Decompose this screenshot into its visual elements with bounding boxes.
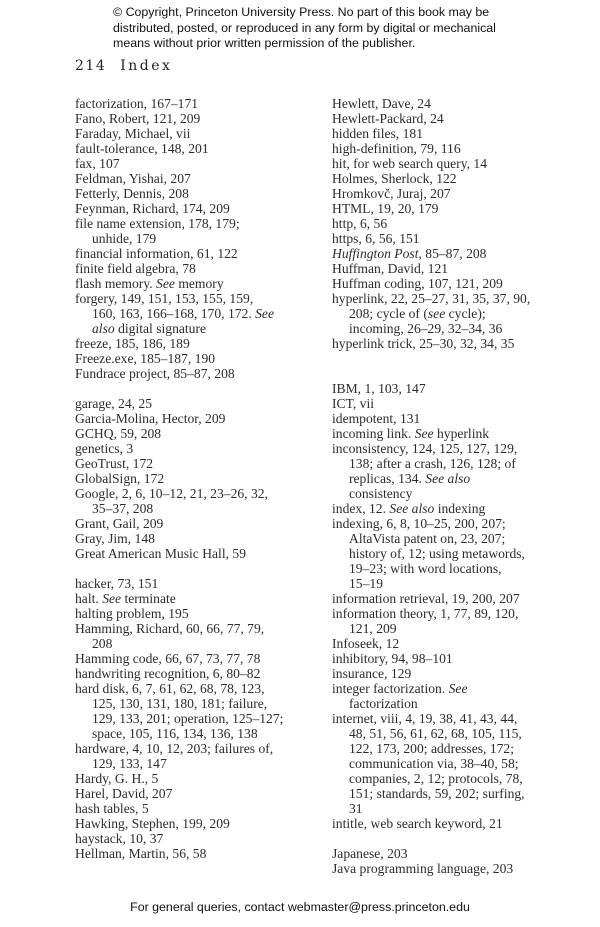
index-entry — [75, 786, 325, 801]
entry-text: halting problem, 195 — [75, 606, 189, 621]
entry-text: http, 6, 56 — [332, 216, 388, 231]
group-spacer — [332, 366, 582, 381]
index-entry — [332, 501, 582, 516]
entry-text: cycle); — [445, 306, 486, 321]
index-entry — [332, 651, 582, 666]
entry-text: indexing, 6, 8, 10–25, 200, 207; — [332, 516, 506, 531]
entry-text: Harel, David, 207 — [75, 786, 173, 801]
entry-text: Feynman, Richard, 174, 209 — [75, 201, 230, 216]
entry-text: Infoseek, 12 — [332, 636, 400, 651]
index-entry-continuation — [332, 546, 582, 561]
index-entry — [332, 591, 582, 606]
index-entry-continuation — [332, 801, 582, 816]
entry-text: 160, 163, 166–168, 170, 172. — [92, 306, 256, 321]
entry-text: Garcia-Molina, Hector, 209 — [75, 411, 226, 426]
entry-text: incoming link. — [332, 426, 415, 441]
index-entry-continuation — [75, 636, 325, 651]
entry-text: fax, 107 — [75, 156, 120, 171]
entry-text: 35–37, 208 — [92, 501, 154, 516]
index-entry — [332, 516, 582, 531]
index-entry — [75, 276, 325, 291]
entry-text: Google, 2, 6, 10–12, 21, 23–26, 32, — [75, 486, 268, 501]
index-entry-continuation — [332, 786, 582, 801]
italic-text: See — [102, 591, 122, 606]
index-entry-continuation — [332, 531, 582, 546]
index-entry-continuation — [75, 711, 325, 726]
entry-text: 138; after a crash, 126, 128; of — [349, 456, 516, 471]
entry-text: unhide, 179 — [92, 231, 157, 246]
entry-text: Java programming language, 203 — [332, 861, 514, 876]
index-entry — [75, 846, 325, 861]
index-entry-continuation — [75, 306, 325, 321]
index-entry — [332, 336, 582, 351]
entry-text: replicas, 134. — [349, 471, 426, 486]
entry-text: 48, 51, 56, 61, 62, 68, 105, 115, — [349, 726, 522, 741]
index-entry — [332, 111, 582, 126]
entry-text: 151; standards, 59, 202; surfing, — [349, 786, 525, 801]
entry-text: Hewlett-Packard, 24 — [332, 111, 444, 126]
italic-text: See — [448, 681, 468, 696]
index-entry — [332, 846, 582, 861]
entry-text: GCHQ, 59, 208 — [75, 426, 162, 441]
index-entry — [332, 231, 582, 246]
index-entry-continuation — [332, 771, 582, 786]
entry-text: information theory, 1, 77, 89, 120, — [332, 606, 519, 621]
index-entry — [75, 201, 325, 216]
index-column-left — [75, 96, 325, 861]
index-entry-continuation — [75, 321, 325, 336]
entry-text: high-definition, 79, 116 — [332, 141, 461, 156]
index-entry — [332, 171, 582, 186]
entry-text: fault-tolerance, 148, 201 — [75, 141, 209, 156]
entry-text: factorization, 167–171 — [75, 96, 199, 111]
index-entry — [75, 246, 325, 261]
entry-text: 129, 133, 147 — [92, 756, 167, 771]
index-entry — [332, 156, 582, 171]
index-entry — [75, 471, 325, 486]
entry-text: Hellman, Martin, 56, 58 — [75, 846, 207, 861]
entry-text: Japanese, 203 — [332, 846, 408, 861]
entry-text: 15–19 — [349, 576, 383, 591]
index-entry — [75, 486, 325, 501]
index-entry — [332, 711, 582, 726]
index-entry — [75, 336, 325, 351]
index-entry — [332, 426, 582, 441]
index-entry-continuation — [332, 696, 582, 711]
index-entry — [75, 291, 325, 306]
index-entry — [75, 441, 325, 456]
index-entry-continuation — [332, 456, 582, 471]
index-entry — [75, 156, 325, 171]
entry-text: financial information, 61, 122 — [75, 246, 238, 261]
index-entry — [75, 111, 325, 126]
index-entry-continuation — [332, 741, 582, 756]
index-entry — [75, 801, 325, 816]
index-entry — [75, 591, 325, 606]
entry-text: hit, for web search query, 14 — [332, 156, 488, 171]
index-entry — [75, 771, 325, 786]
index-column-right — [332, 96, 582, 876]
index-entry — [332, 186, 582, 201]
index-entry — [75, 666, 325, 681]
index-entry — [332, 246, 582, 261]
group-spacer — [75, 381, 325, 396]
entry-text: hash tables, 5 — [75, 801, 149, 816]
entry-text: consistency — [349, 486, 413, 501]
running-head — [75, 58, 172, 74]
index-entry — [75, 456, 325, 471]
entry-text: hyperlink trick, 25–30, 32, 34, 35 — [332, 336, 515, 351]
italic-text: also — [92, 321, 115, 336]
index-entry — [332, 396, 582, 411]
index-entry — [75, 96, 325, 111]
entry-text: Hawking, Stephen, 199, 209 — [75, 816, 230, 831]
index-entry — [75, 126, 325, 141]
index-entry — [75, 516, 325, 531]
index-entry — [332, 96, 582, 111]
index-entry — [75, 186, 325, 201]
entry-text: https, 6, 56, 151 — [332, 231, 420, 246]
entry-text: Huffman coding, 107, 121, 209 — [332, 276, 503, 291]
entry-text: intitle, web search keyword, 21 — [332, 816, 503, 831]
index-entry — [75, 831, 325, 846]
entry-text: 129, 133, 201; operation, 125–127; — [92, 711, 284, 726]
entry-text: incoming, 26–29, 32–34, 36 — [349, 321, 503, 336]
index-entry-continuation — [332, 486, 582, 501]
entry-text: space, 105, 116, 134, 136, 138 — [92, 726, 258, 741]
index-entry — [75, 816, 325, 831]
index-entry — [332, 861, 582, 876]
entry-text: 125, 130, 131, 180, 181; failure, — [92, 696, 268, 711]
index-entry — [332, 261, 582, 276]
entry-text: Holmes, Sherlock, 122 — [332, 171, 457, 186]
entry-text: digital signature — [114, 321, 207, 336]
entry-text: Hardy, G. H., 5 — [75, 771, 159, 786]
entry-text: finite field algebra, 78 — [75, 261, 196, 276]
copyright-notice — [113, 5, 513, 52]
entry-text: 208 — [92, 636, 113, 651]
entry-text: 31 — [349, 801, 363, 816]
entry-text: 121, 209 — [349, 621, 397, 636]
entry-text: genetics, 3 — [75, 441, 134, 456]
group-spacer — [75, 561, 325, 576]
index-entry-continuation — [75, 696, 325, 711]
index-entry — [75, 531, 325, 546]
entry-text: hyperlink — [433, 426, 490, 441]
index-entry-continuation — [332, 561, 582, 576]
entry-text: GlobalSign, 172 — [75, 471, 165, 486]
entry-text: inhibitory, 94, 98–101 — [332, 651, 453, 666]
index-entry — [332, 606, 582, 621]
index-entry — [332, 816, 582, 831]
entry-text: terminate — [121, 591, 176, 606]
section-title: Index — [120, 58, 173, 74]
entry-text: Gray, Jim, 148 — [75, 531, 155, 546]
entry-text: Great American Music Hall, 59 — [75, 546, 247, 561]
entry-text: Grant, Gail, 209 — [75, 516, 164, 531]
entry-text: Fetterly, Dennis, 208 — [75, 186, 189, 201]
index-entry — [332, 681, 582, 696]
index-entry — [75, 426, 325, 441]
italic-text: see — [427, 306, 446, 321]
entry-text: Hewlett, Dave, 24 — [332, 96, 431, 111]
group-spacer — [332, 831, 582, 846]
entry-text: inconsistency, 124, 125, 127, 129, — [332, 441, 518, 456]
index-entry — [75, 171, 325, 186]
index-entry — [75, 741, 325, 756]
index-entry-continuation — [75, 231, 325, 246]
index-entry-continuation — [332, 471, 582, 486]
entry-text: hard disk, 6, 7, 61, 62, 68, 78, 123, — [75, 681, 265, 696]
index-entry — [332, 381, 582, 396]
index-entry — [75, 366, 325, 381]
entry-text: hyperlink, 22, 25–27, 31, 35, 37, 90, — [332, 291, 531, 306]
entry-text: history of, 12; using metawords, — [349, 546, 525, 561]
entry-text: IBM, 1, 103, 147 — [332, 381, 426, 396]
index-entry — [75, 141, 325, 156]
entry-text: integer factorization. — [332, 681, 449, 696]
entry-text: flash memory. — [75, 276, 157, 291]
index-entry-continuation — [75, 726, 325, 741]
entry-text: Hamming, Richard, 60, 66, 77, 79, — [75, 621, 265, 636]
index-entry — [75, 351, 325, 366]
entry-text: hacker, 73, 151 — [75, 576, 159, 591]
italic-text: Huffington Post — [332, 246, 419, 261]
entry-text: Hamming code, 66, 67, 73, 77, 78 — [75, 651, 261, 666]
entry-text: idempotent, 131 — [332, 411, 421, 426]
entry-text: , 85–87, 208 — [418, 246, 487, 261]
index-entry-continuation — [332, 726, 582, 741]
copyright-line: means without prior written permission of the publisher. — [113, 36, 416, 50]
entry-text: ICT, vii — [332, 396, 375, 411]
italic-text: See — [156, 276, 175, 291]
copyright-line: © Copyright, Princeton University Press. No part of this book may be — [113, 5, 490, 19]
index-entry — [332, 291, 582, 306]
page-number: 214 — [75, 58, 107, 74]
entry-text: indexing — [434, 501, 486, 516]
entry-text: haystack, 10, 37 — [75, 831, 164, 846]
index-entry — [75, 681, 325, 696]
group-spacer — [332, 351, 582, 366]
entry-text: factorization — [349, 696, 418, 711]
entry-text: file name extension, 178, 179; — [75, 216, 240, 231]
entry-text: index, 12. — [332, 501, 390, 516]
entry-text: AltaVista patent on, 23, 207; — [349, 531, 506, 546]
entry-text: Feldman, Yishai, 207 — [75, 171, 191, 186]
entry-text: hardware, 4, 10, 12, 203; failures of, — [75, 741, 274, 756]
entry-text: GeoTrust, 172 — [75, 456, 154, 471]
index-entry — [332, 666, 582, 681]
index-entry — [75, 651, 325, 666]
entry-text: halt. — [75, 591, 103, 606]
index-entry — [332, 141, 582, 156]
entry-text: Fundrace project, 85–87, 208 — [75, 366, 235, 381]
index-entry — [75, 396, 325, 411]
italic-text: See — [255, 306, 274, 321]
italic-text: See — [414, 426, 434, 441]
index-entry-continuation — [75, 756, 325, 771]
index-entry — [332, 201, 582, 216]
index-entry — [75, 216, 325, 231]
entry-text: Freeze.exe, 185–187, 190 — [75, 351, 216, 366]
entry-text: Huffman, David, 121 — [332, 261, 449, 276]
italic-text: See also — [389, 501, 435, 516]
index-entry — [75, 606, 325, 621]
index-entry — [332, 411, 582, 426]
index-entry-continuation — [332, 621, 582, 636]
entry-text: insurance, 129 — [332, 666, 412, 681]
entry-text: garage, 24, 25 — [75, 396, 153, 411]
index-entry — [332, 216, 582, 231]
entry-text: handwriting recognition, 6, 80–82 — [75, 666, 261, 681]
copyright-line: distributed, posted, or reproduced in any form by digital or mechanical — [113, 20, 496, 35]
entry-text: hidden files, 181 — [332, 126, 423, 141]
entry-text: companies, 2, 12; protocols, 78, — [349, 771, 523, 786]
entry-text: information retrieval, 19, 200, 207 — [332, 591, 520, 606]
index-entry — [75, 621, 325, 636]
entry-text: Faraday, Michael, vii — [75, 126, 191, 141]
entry-text: Hromkovč, Juraj, 207 — [332, 186, 451, 201]
index-entry-continuation — [332, 321, 582, 336]
index-entry-continuation — [332, 756, 582, 771]
index-entry — [75, 546, 325, 561]
index-entry — [332, 126, 582, 141]
index-entry — [332, 441, 582, 456]
index-entry — [332, 276, 582, 291]
index-entry — [75, 576, 325, 591]
entry-text: freeze, 185, 186, 189 — [75, 336, 190, 351]
entry-text: forgery, 149, 151, 153, 155, 159, — [75, 291, 254, 306]
entry-text: communication via, 38–40, 58; — [349, 756, 519, 771]
index-entry — [75, 411, 325, 426]
footer-contact: For general queries, contact webmaster@press.princeton.edu — [130, 900, 470, 914]
entry-text: memory — [174, 276, 224, 291]
index-entry-continuation — [75, 501, 325, 516]
entry-text: 19–23; with word locations, — [349, 561, 502, 576]
entry-text: Fano, Robert, 121, 209 — [75, 111, 201, 126]
entry-text: 208; cycle of ( — [349, 306, 428, 321]
index-entry — [332, 636, 582, 651]
entry-text: internet, viii, 4, 19, 38, 41, 43, 44, — [332, 711, 518, 726]
index-entry — [75, 261, 325, 276]
entry-text: 122, 173, 200; addresses, 172; — [349, 741, 514, 756]
italic-text: See also — [425, 471, 471, 486]
index-entry-continuation — [332, 576, 582, 591]
entry-text: HTML, 19, 20, 179 — [332, 201, 439, 216]
index-entry-continuation — [332, 306, 582, 321]
